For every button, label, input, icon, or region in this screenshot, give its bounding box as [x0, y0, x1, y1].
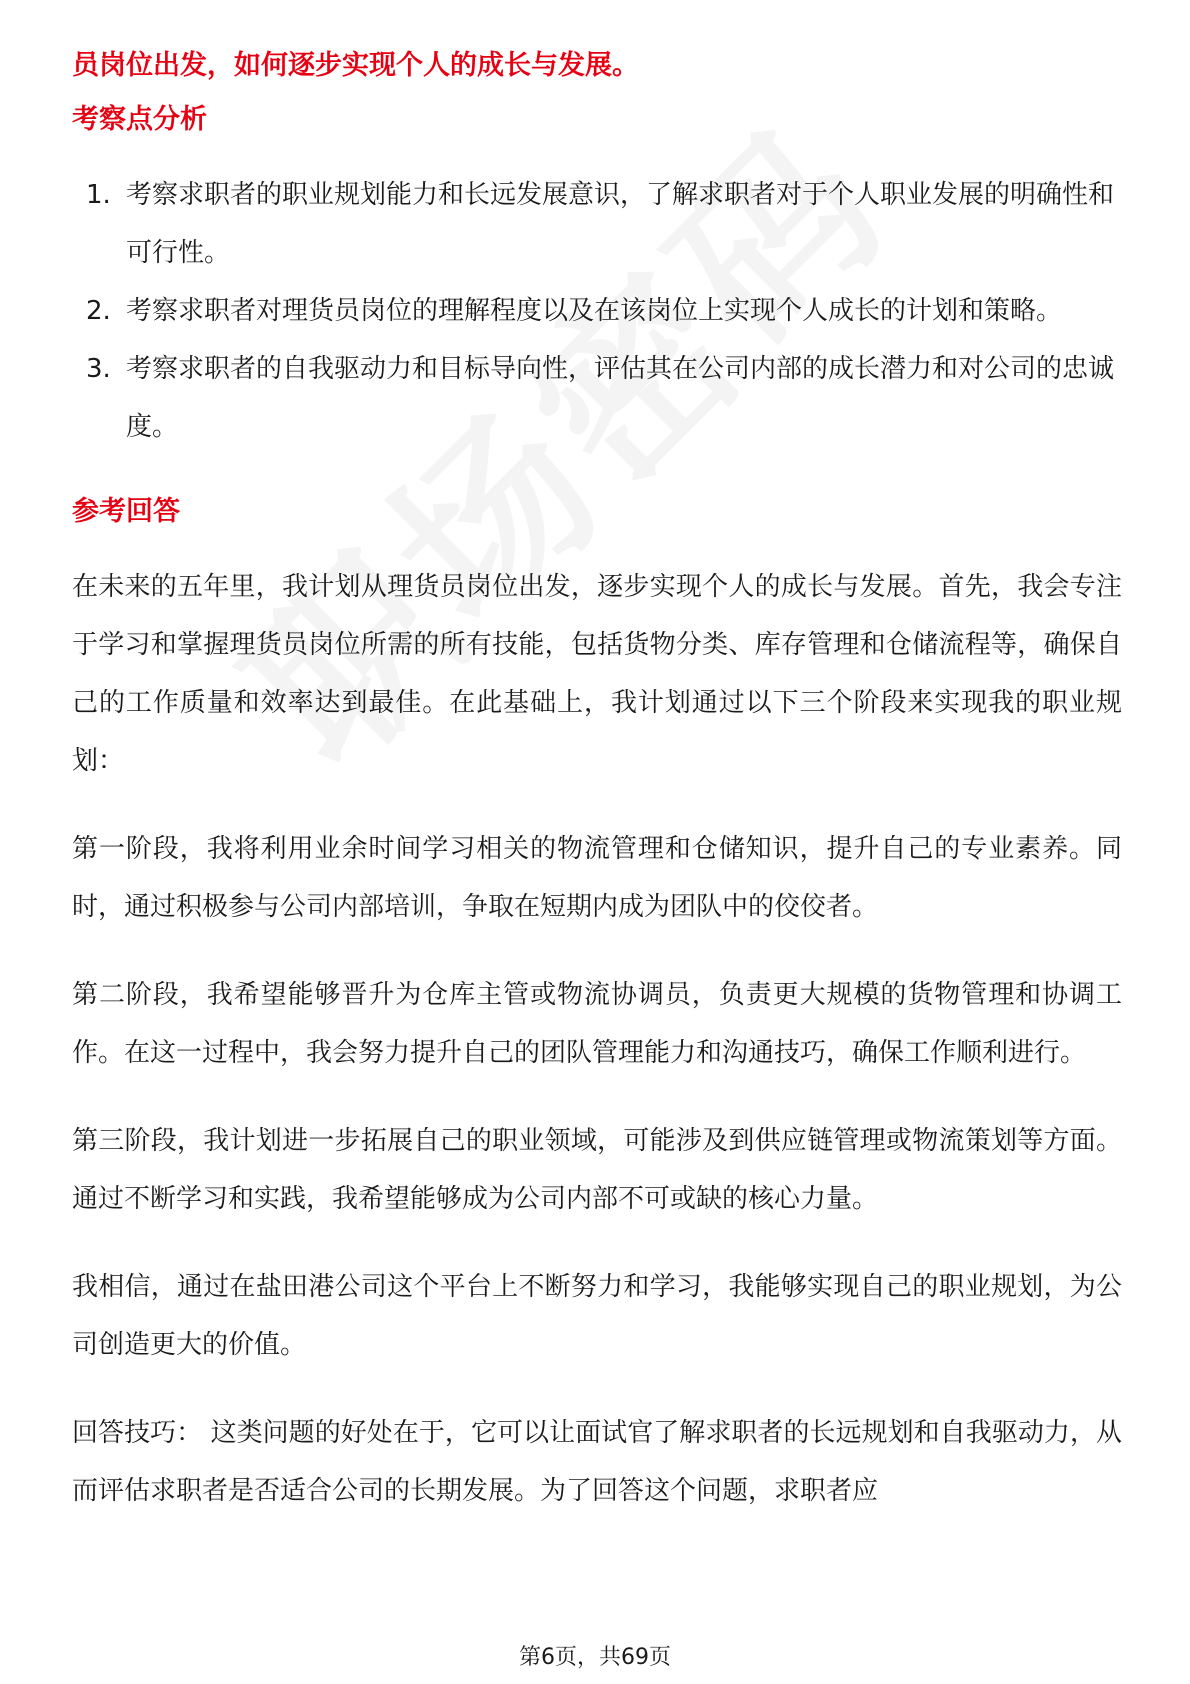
- analysis-list: [72, 166, 1122, 456]
- question-tail: 员岗位出发，如何逐步实现个人的成长与发展。: [72, 50, 639, 81]
- answer-paragraph: 在未来的五年里，我计划从理货员岗位出发，逐步实现个人的成长与发展。首先，我会专注于学习和掌握理货员岗位所需的所有技能，包括货物分类、库存管理和仓储流程等，确保自己的工作质量和效率达到最佳。在此基础上，我计划通过以下三个阶段来实现我的职业规划：: [72, 572, 1122, 776]
- analysis-item: [72, 340, 1122, 456]
- analysis-item: [72, 282, 1122, 340]
- answer-heading: 参考回答: [72, 496, 180, 527]
- analysis-heading: 考察点分析: [72, 104, 207, 135]
- analysis-item: [72, 166, 1122, 282]
- analysis-item-text: 考察求职者对理货员岗位的理解程度以及在该岗位上实现个人成长的计划和策略。: [126, 296, 1063, 326]
- answer-paragraph: 第一阶段，我将利用业余时间学习相关的物流管理和仓储知识，提升自己的专业素养。同时，通过积极参与公司内部培训，争取在短期内成为团队中的佼佼者。: [72, 834, 1122, 922]
- answer-tips-paragraph: 回答技巧： 这类问题的好处在于，它可以让面试官了解求职者的长远规划和自我驱动力，从而评估求职者是否适合公司的长期发展。为了回答这个问题，求职者应: [72, 1418, 1122, 1506]
- answer-paragraph: 我相信，通过在盐田港公司这个平台上不断努力和学习，我能够实现自己的职业规划，为公司创造更大的价值。: [72, 1272, 1122, 1360]
- list-number: 2.: [86, 296, 111, 326]
- page-number: 第6页，共69页: [519, 1645, 671, 1670]
- analysis-item-text: 考察求职者的自我驱动力和目标导向性，评估其在公司内部的成长潜力和对公司的忠诚度。: [126, 354, 1115, 442]
- answer-paragraph: 第二阶段，我希望能够晋升为仓库主管或物流协调员，负责更大规模的货物管理和协调工作。在这一过程中，我会努力提升自己的团队管理能力和沟通技巧，确保工作顺利进行。: [72, 980, 1122, 1068]
- list-number: 3.: [86, 354, 111, 384]
- list-number: 1.: [86, 180, 111, 210]
- page-content: [72, 46, 1122, 1550]
- answer-paragraph: 第三阶段，我计划进一步拓展自己的职业领域，可能涉及到供应链管理或物流策划等方面。通过不断学习和实践，我希望能够成为公司内部不可或缺的核心力量。: [72, 1126, 1122, 1214]
- analysis-item-text: 考察求职者的职业规划能力和长远发展意识，了解求职者对于个人职业发展的明确性和可行性。: [126, 180, 1115, 268]
